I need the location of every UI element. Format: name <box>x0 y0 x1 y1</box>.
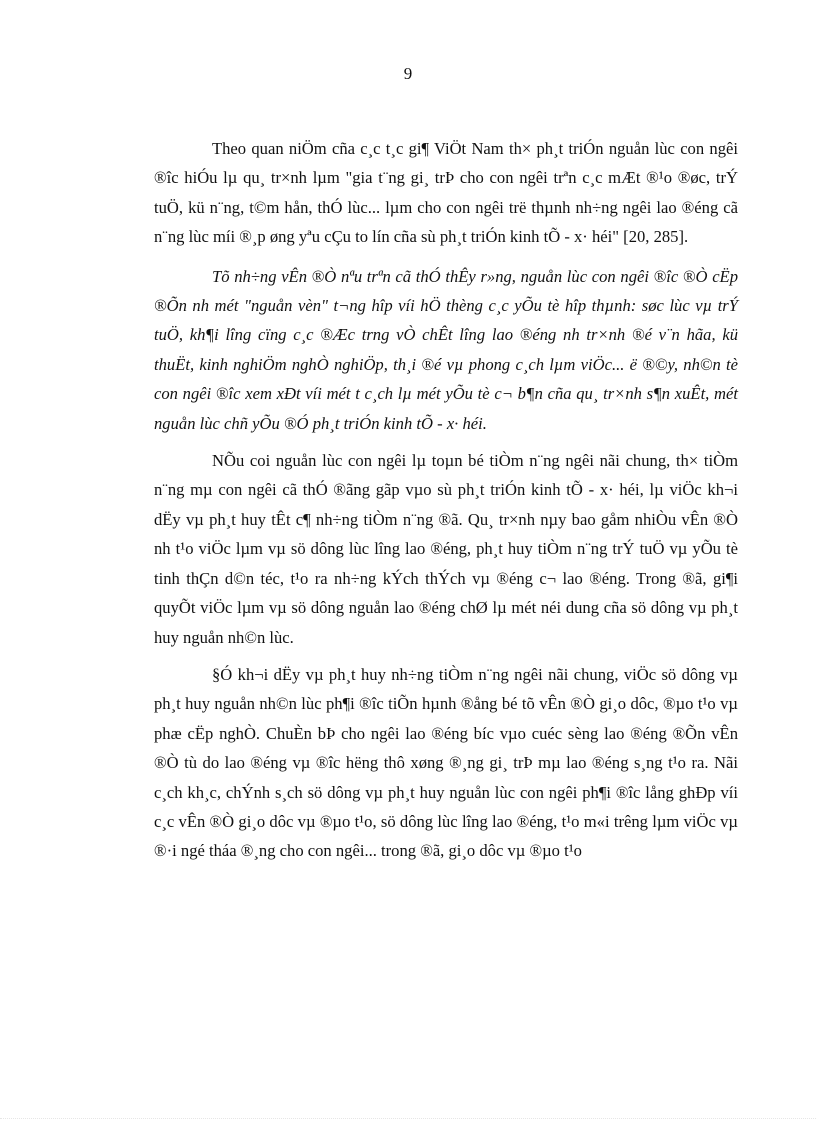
page-number: 9 <box>403 64 413 83</box>
paragraph-1: Theo quan niÖm cña c¸c t¸c gi¶ ViÖt Nam th× ph¸t triÓn nguån lùc con ngêi ®îc hiÓu lµ qu¸ tr×nh lµm "gia t¨ng gi¸ trÞ cho con ngêi trªn c¸c mÆt ®¹o ®øc, trÝ tuÖ, kü n¨ng, t©m hån, thÓ lùc... lµm cho con ngêi trë thµnh nh÷ng ngêi lao ®éng cã n¨ng lùc míi ®¸p øng yªu cÇu to lín cña sù ph¸t triÓn kinh tÕ - x· héi" [20, 285]. <box>154 139 738 247</box>
paragraph-3: NÕu coi nguån lùc con ngêi lµ toµn bé tiÒm n¨ng ngêi nãi chung, th× tiÒm n¨ng mµ con ngêi cã thÓ ®ãng gãp vµo sù ph¸t triÓn kinh tÕ - x· héi, lµ viÖc kh¬i dËy vµ ph¸t huy tÊt c¶ nh÷ng tiÒm n¨ng ®ã. Qu¸ tr×nh nµy bao gåm nhiÒu vÊn ®Ò nh t¹o viÖc lµm vµ sö dông lùc lîng lao ®éng, ph¸t huy tiÒm n¨ng trÝ tuÖ vµ yÕu tè tinh thÇn d©n téc, t¹o ra nh÷ng kÝch thÝch vµ ®éng c¬ lao ®éng. Trong ®ã, gi¶i quyÕt viÖc lµm vµ sö dông nguån lao ®éng chØ lµ mét néi dung cña sö dông vµ ph¸t huy nguån nh©n lùc. <box>154 451 738 647</box>
paragraph-2-italic: Tõ nh÷ng vÊn ®Ò nªu trªn cã thÓ thÊy r»ng, nguån lùc con ngêi ®îc ®Ò cËp ®Õn nh mét "nguån vèn" t¬ng hîp víi hÖ thèng c¸c yÕu tè hîp thµnh: søc lùc vµ trÝ tuÖ, kh¶i lîng cïng c¸c ®Æc trng vÒ chÊt lîng lao ®éng nh tr×nh ®é v¨n hãa, kü thuËt, kinh nghiÖm nghÒ nghiÖp, th¸i ®é vµ phong c¸ch lµm viÖc... ë ®©y, nh©n tè con ngêi ®îc xem xÐt víi mét t c¸ch lµ mét yÕu tè c¬ b¶n cña qu¸ tr×nh s¶n xuÊt, mét nguån lùc chñ yÕu ®Ó ph¸t triÓn kinh tÕ - x· héi. <box>154 266 738 433</box>
paragraph-4: §Ó kh¬i dËy vµ ph¸t huy nh÷ng tiÒm n¨ng ngêi nãi chung, viÖc sö dông vµ ph¸t huy nguån nh©n lùc ph¶i ®îc tiÕn hµnh ®ång bé tõ vÊn ®Ò gi¸o dôc, ®µo t¹o vµ phæ cËp nghÒ. ChuÈn bÞ cho ngêi lao ®éng bíc vµo cuéc sèng lao ®éng ®Õn vÊn ®Ò tù do lao ®éng vµ ®îc hëng thô xøng ®¸ng gi¸ trÞ mµ lao ®éng s¸ng t¹o ra. Nãi c¸ch kh¸c, chÝnh s¸ch sö dông vµ ph¸t huy nguån lùc con ngêi ph¶i ®îc lång ghÐp víi c¸c vÊn ®Ò gi¸o dôc vµ ®µo t¹o, sö dông lùc lîng lao ®éng, t¹o m«i trêng lµm viÖc vµ ®·i ngé tháa ®¸ng cho con ngêi... trong ®ã, gi¸o dôc vµ ®µo t¹o <box>154 664 738 861</box>
document-body <box>154 134 738 866</box>
page-bottom-rule <box>0 1118 816 1119</box>
